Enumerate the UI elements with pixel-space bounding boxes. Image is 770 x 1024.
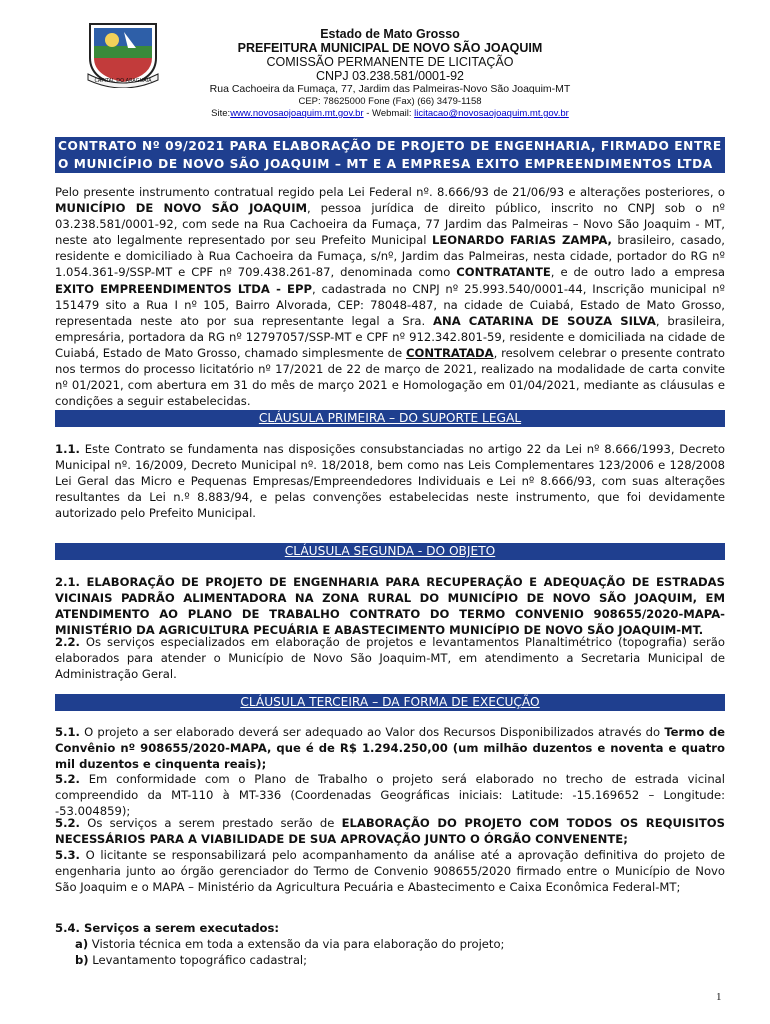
webmail-link[interactable]: licitacao@novosaojoaquim.mt.gov.br (414, 108, 569, 119)
municipal-crest-logo (84, 18, 162, 88)
item-number: 5.1. (55, 725, 80, 739)
clause-1-paragraph (55, 441, 725, 521)
municipality-name: MUNICÍPIO DE NOVO SÃO JOAQUIM (55, 201, 308, 216)
contratada-term: CONTRATADA (406, 345, 494, 360)
list-marker: b) (75, 953, 89, 967)
text: , resolvem celebrar o presente contrato nos termos do processo licitatório nº 17/2021 de 22 de março de 2021, realizado na modalidade de carta convite nº 01/2021, com abertura em 31 do mês de março 2021 e Homologação em 01/04/2021, mediante as cláusulas e condições a seguir estabelecidas. (55, 345, 725, 409)
text: , cadastrada no CNPJ nº 25.993.540/0001-44, Inscrição municipal nº 151479 sito a Rua I nº 105, Bairro Alvorada, CEP: 78048-487, na cidade de Cuiabá, Estado de Mato Grosso, representada neste ato por sua representante legal a Sra. (55, 281, 725, 328)
list-marker: a) (75, 937, 89, 951)
service-item-b (75, 952, 307, 968)
agreement-value: Termo de Convênio nº 908655/2020-MAPA, que é de R$ 1.294.250,00 (um milhão duzentos e noventa e quatro mil duzentos e cinquenta reais); (55, 725, 725, 771)
text: Vistoria técnica em toda a extensão da via para elaboração do projeto; (88, 937, 505, 951)
state-name: Estado de Mato Grosso (320, 27, 460, 41)
site-webmail-line (180, 108, 600, 120)
item-number: 5.3. (55, 848, 80, 862)
service-item-a (75, 936, 504, 952)
address-line: Rua Cachoeira da Fumaça, 77, Jardim das Palmeiras-Novo São Joaquim-MT (209, 83, 571, 95)
text: Os serviços a serem prestado serão de (79, 816, 342, 830)
text: Este Contrato se fundamenta nas disposições consubstanciadas no artigo 22 da Lei nº 8.666/1993, Decreto Municipal nº. 16/2009, Decreto Municipal nº. 18/2018, bem como nas Leis Complementares 123/2006 e 128/2008 Lei Geral das Micro e Pequenas Empresas/Empreendedores Individuais e Lei nº 8.666/93, com suas alterações resultantes da Lei n.º 8.883/94, e pelas convenções estabelecidas neste instrumento, que foi devidamente autorizado pelo Prefeito Municipal. (55, 442, 725, 521)
text: O licitante se responsabilizará pelo acompanhamento da análise até a aprovação definitiva do projeto de engenharia junto ao órgão gerenciador do Termo de Convenio 908655/2020 firmado entre o Município de Novo São Joaquim e o MAPA – Ministério da Agricultura Pecuária e Abastecimento e Caixa Econômica Federal-MT; (55, 848, 725, 894)
prefecture-name: PREFEITURA MUNICIPAL DE NOVO SÃO JOAQUIM (237, 41, 543, 55)
text: Levantamento topográfico cadastral; (88, 953, 308, 967)
item-number: 1.1. (55, 442, 80, 456)
clause-title: CLÁUSULA PRIMEIRA – DO SUPORTE LEGAL (258, 411, 522, 425)
site-link[interactable]: www.novosaojoaquim.mt.gov.br (230, 108, 364, 119)
clause-3-heading (55, 694, 725, 711)
svg-text:CAPITAL DO ARAGUAIA: CAPITAL DO ARAGUAIA (94, 78, 152, 84)
commission-name: COMISSÃO PERMANENTE DE LICITAÇÃO (266, 55, 514, 69)
company-name: EXITO EMPREENDIMENTOS LTDA - EPP (55, 281, 312, 296)
clause-1-heading (55, 410, 725, 427)
contract-title: CONTRATO Nº 09/2021 PARA ELABORAÇÃO DE PROJETO DE ENGENHARIA, FIRMADO ENTRE O MUNICÍPIO DE NOVO SÃO JOAQUIM – MT E A EMPRESA EXITO EMPREENDIMENTOS LTDA - EPP. (55, 137, 725, 173)
webmail-label: - Webmail: (363, 108, 415, 119)
text: brasileiro, casado, residente e domiciliado à Rua Cachoeira da Fumaça, s/nº, Jardim das Palmeiras, nesta cidade, portador do RG nº 1.054.361-9/SSP-MT e CPF nº 709.438.261-87, denominada como (55, 233, 725, 280)
clause-title: CLÁUSULA SEGUNDA - DO OBJETO (284, 544, 496, 558)
cep-phone-line: CEP: 78625000 Fone (Fax) (66) 3479-1158 (298, 96, 482, 107)
clause-3-item-5-1 (55, 724, 725, 772)
clause-3-item-5-4-heading (55, 920, 725, 936)
text: O projeto a ser elaborado deverá ser adequado ao Valor dos Recursos Disponibilizados através do (79, 725, 665, 739)
services-heading: 5.4. Serviços a serem executados: (55, 921, 280, 935)
text: , e de outro lado a empresa (550, 265, 725, 280)
clause-2-item-1: 2.1. ELABORAÇÃO DE PROJETO DE ENGENHARIA PARA RECUPERAÇÃO E ADEQUAÇÃO DE ESTRADAS VICINAIS PADRÃO ALIMENTADORA NA ZONA RURAL DO MUNICÍPIO DE NOVO SÃO JOAQUIM, EM ATENDIMENTO AO PLANO DE TRABALHO CONTRATO DO TERMO CONVENIO 908655/2020-MAPA-MINISTÉRIO DA AGRICULTURA PECUÁRIA E ABASTECIMENTO MUNICÍPIO DE NOVO SÃO JOAQUIM-MT. (55, 575, 725, 637)
item-number: 5.2. (55, 772, 80, 786)
text: , pessoa jurídica de direito público, inscrito no CNPJ sob o nº 03.238.581/0001-92, com sede na Rua Cachoeira da Fumaça, 77 Jardim das Palmeiras – Novo São Joaquim - MT, neste ato legalmente representado por seu Prefeito Municipal (55, 201, 725, 248)
clause-2-heading (55, 543, 725, 560)
page-number: 1 (716, 991, 722, 1003)
letterhead-text (180, 27, 600, 120)
text: Pelo presente instrumento contratual regido pela Lei Federal nº. 8.666/93 de 21/06/93 e alterações posteriores, o (55, 185, 725, 199)
text: Em conformidade com o Plano de Trabalho o projeto será elaborado no trecho de estrada vicinal compreendido da MT-110 à MT-336 (Coordenadas Geográficas iniciais: Latitude: -15.169652 – Longitude: -53.004859); (55, 772, 725, 818)
clause-3-item-5-3 (55, 847, 725, 895)
clause-3-item-5-2b (55, 815, 725, 847)
clause-title: CLÁUSULA TERCEIRA – DA FORMA DE EXECUÇÃO (240, 695, 540, 709)
cnpj-line: CNPJ 03.238.581/0001-92 (315, 69, 465, 83)
preamble-paragraph (55, 184, 725, 409)
mayor-name: LEONARDO FARIAS ZAMPA, (431, 233, 612, 248)
contratante-term: CONTRATANTE (456, 265, 551, 280)
clause-3-item-5-2 (55, 771, 725, 819)
site-label: Site: (211, 108, 231, 119)
service-scope: ELABORAÇÃO DO PROJETO COM TODOS OS REQUISITOS NECESSÁRIOS PARA A VIABILIDADE DE SUA APROVAÇÃO JUNTO O ÓRGÃO CONVENENTE; (55, 816, 725, 846)
item-number: 5.2. (55, 816, 80, 830)
representative-name: ANA CATARINA DE SOUZA SILVA (433, 313, 656, 328)
letterhead (0, 0, 770, 125)
clause-2-item-2 (55, 634, 725, 682)
text: , brasileira, empresária, portadora da RG nº 12797057/SSP-MT e CPF nº 912.342.801-59, residente e domiciliada na cidade de Cuiabá, Estado de Mato Grosso, chamado simplesmente de (55, 313, 725, 360)
text: Os serviços especializados em elaboração de projetos e levantamentos Planaltimétrico (topografia) serão elaborados para atender o Município de Novo São Joaquim-MT, em atendimento a Secretaria Municipal de Administração Geral. (55, 635, 725, 681)
item-number: 2.2. (55, 635, 80, 649)
